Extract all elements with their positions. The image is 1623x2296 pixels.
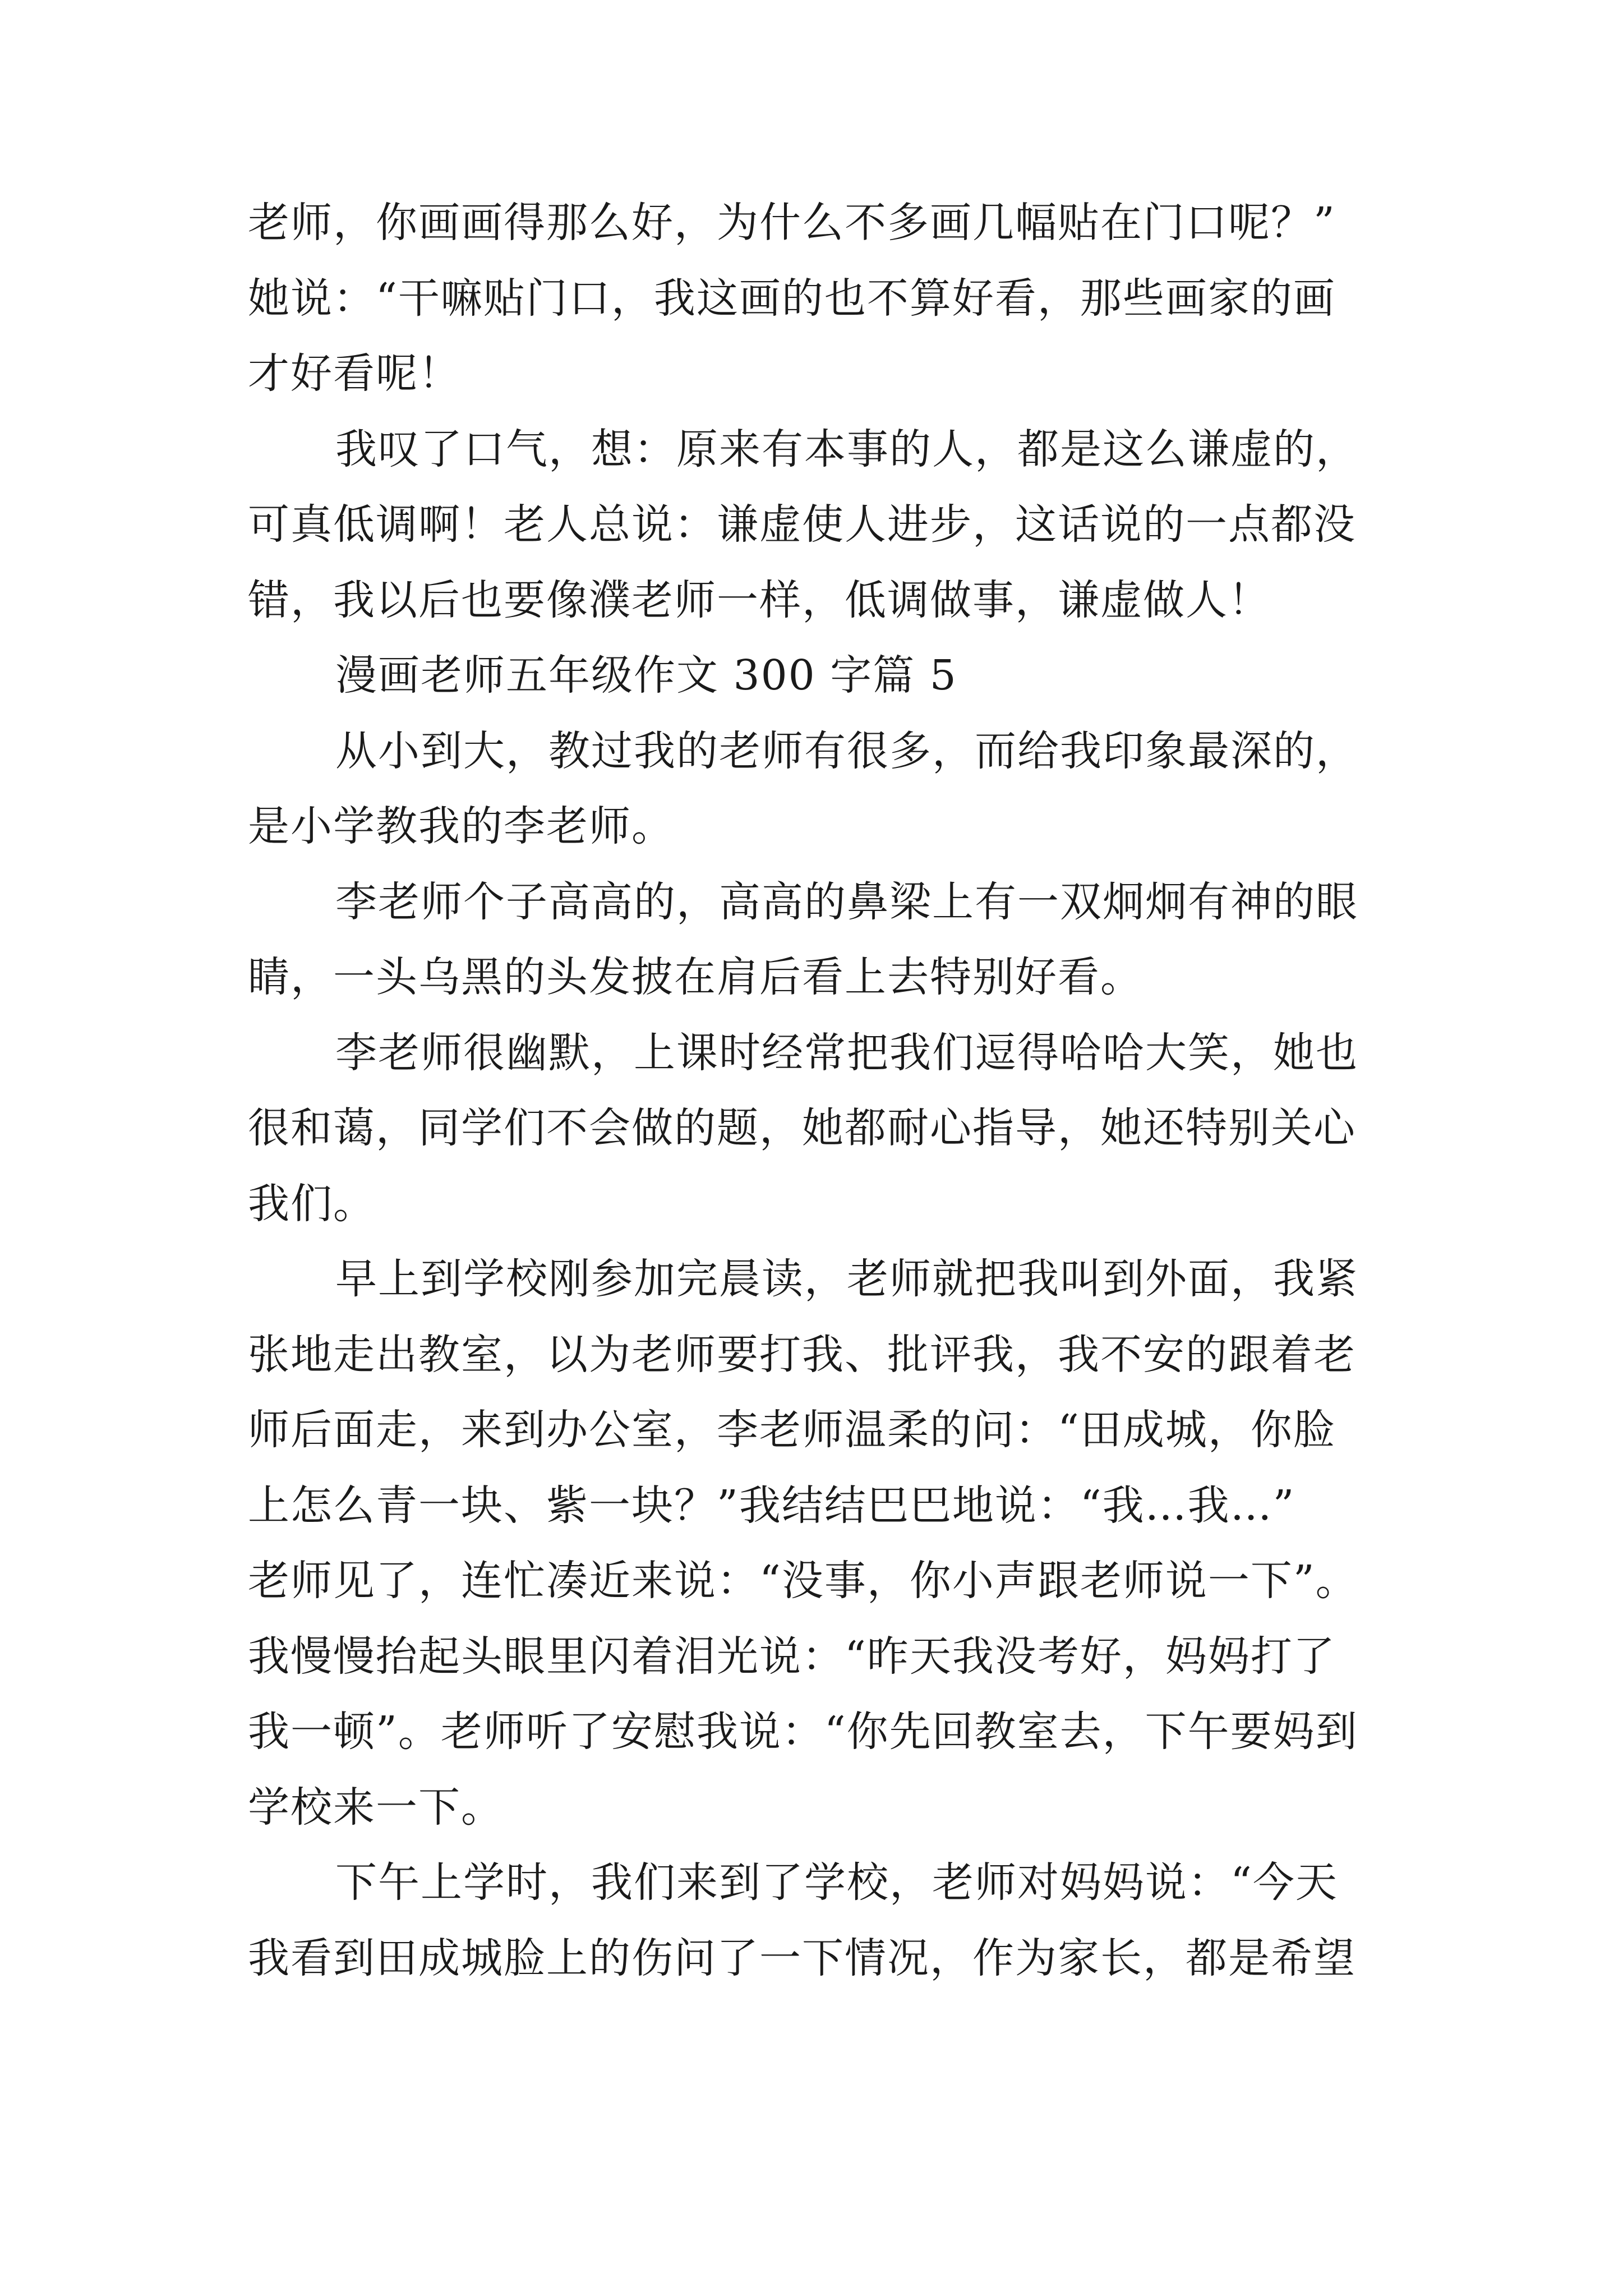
text-line: 上怎么青一块、紫一块？”我结结巴巴地说：“我…我…” (248, 1481, 1295, 1530)
text-line: 我看到田成城脸上的伤问了一下情况，作为家长，都是希望 (248, 1934, 1356, 1982)
text-line: 很和蔼，同学们不会做的题，她都耐心指导，她还特别关心 (248, 1104, 1356, 1152)
text-line: 李老师个子高高的，高高的鼻梁上有一双炯炯有神的眼 (335, 877, 1358, 926)
text-line: 师后面走，来到办公室，李老师温柔的问：“田成城，你脸 (248, 1406, 1336, 1454)
body-text (248, 185, 1403, 1996)
text-line: 才好看呢！ (248, 349, 461, 398)
text-line: 睛，一头乌黑的头发披在肩后看上去特别好看。 (248, 953, 1143, 1001)
text-line: 可真低调啊！老人总说：谦虚使人进步，这话说的一点都没 (248, 500, 1356, 549)
text-line: 我们。 (248, 1179, 376, 1228)
text-line: 她说：“干嘛贴门口，我这画的也不算好看，那些画家的画 (248, 274, 1336, 323)
text-line: 学校来一下。 (248, 1783, 504, 1832)
text-line: 我慢慢抬起头眼里闪着泪光说：“昨天我没考好，妈妈打了 (248, 1632, 1336, 1681)
text-line: 我叹了口气，想：原来有本事的人，都是这么谦虚的， (335, 425, 1358, 473)
text-line: 从小到大，教过我的老师有很多，而给我印象最深的， (335, 726, 1358, 775)
text-line: 张地走出教室，以为老师要打我、批评我，我不安的跟着老 (248, 1330, 1356, 1379)
text-line: 老师，你画画得那么好，为什么不多画几幅贴在门口呢？” (248, 199, 1336, 247)
text-line: 早上到学校刚参加完晨读，老师就把我叫到外面，我紧 (335, 1255, 1358, 1303)
text-line: 我一顿”。老师听了安慰我说：“你先回教室去，下午要妈到 (248, 1708, 1358, 1756)
text-line: 是小学教我的李老师。 (248, 802, 674, 850)
section-heading: 漫画老师五年级作文 300 字篇 5 (335, 651, 957, 700)
text-line: 错，我以后也要像濮老师一样，低调做事，谦虚做人！ (248, 576, 1271, 624)
text-line: 老师见了，连忙凑近来说：“没事，你小声跟老师说一下”。 (248, 1557, 1358, 1605)
text-line: 李老师很幽默，上课时经常把我们逗得哈哈大笑，她也 (335, 1028, 1358, 1077)
text-line: 下午上学时，我们来到了学校，老师对妈妈说：“今天 (335, 1858, 1338, 1907)
